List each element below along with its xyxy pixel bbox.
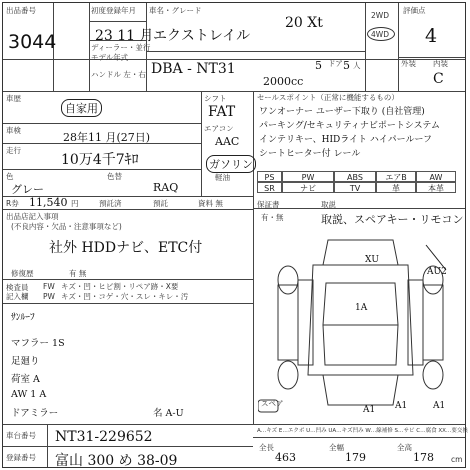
first-reg-value: 23 11 月 [95,28,154,44]
option-cell: 本革 [416,182,456,193]
sales-points-title: セールスポイント（正常に機能するもの） [257,93,399,102]
shaken-label: 車検 [6,126,21,135]
repair-value: 有 無 [69,269,87,278]
dimension-unit: cm [451,455,463,464]
damage-mark: A1 [395,401,408,411]
length-label: 全長 [259,443,274,452]
divider [398,3,399,91]
inspector-note: ドアミラー [11,408,59,419]
divider [3,446,253,447]
divider [47,424,48,467]
displacement: 2000cc [263,75,304,88]
option-cell: ABS [334,171,376,182]
seats: 5 [343,59,350,72]
car-damage-diagram [258,225,463,423]
divider [3,91,465,92]
sales-point-line: パーキング/セキュリティナビポートシステム [259,121,440,131]
recycle-managed: 預託 [153,199,168,208]
divider [3,59,465,60]
exterior-label: 外装 [401,59,416,68]
history-label: 車歴 [6,94,21,103]
height-label: 全高 [397,443,412,452]
door-label: ドア [328,59,343,68]
auction-sheet [2,2,466,468]
damage-mark: A1 [363,405,376,415]
mileage-value: 10万4千7ｷﾛ [61,152,139,168]
option-cell: AW [416,171,456,182]
sales-point-line: シートヒーター付 レール [259,149,361,159]
inspector-label: 検査員 記入欄 [6,283,29,301]
ac-value: AAC [215,135,240,148]
divider [146,51,365,52]
plate-value: 富山 300 め 38-09 [55,453,178,469]
length-value: 463 [275,451,296,464]
rating-value: 4 [425,25,438,47]
divider [201,91,202,196]
option-cell: 革 [376,182,416,193]
divider [3,279,253,280]
interior-value: C [433,71,444,87]
legend: A…キズ E…エクボ U…凹み UA…キズ凹み W…線補修 S…サビ C…腐食 XX…要交換 [257,428,468,434]
recycle-ticket: 資料 無 [198,199,223,208]
divider [3,123,201,124]
divider [253,437,465,438]
divider [89,3,90,91]
height-value: 178 [413,451,434,464]
inspector-note: 名 A-U [153,408,184,419]
divider [253,196,254,424]
notes-title: 出品店記入事項 [6,212,59,221]
doors: 5 [315,59,322,72]
width-label: 全幅 [329,443,344,452]
shift-label: シフト [204,94,227,103]
color-code-label: 色替 [107,172,122,181]
notes-line1: 社外 HDDナビ、ETC付 [49,240,203,256]
divider [365,3,366,91]
inspector-note: 足廻り [11,356,40,367]
model-code-label: モデル年式 [91,53,129,62]
inspector-code: FW [43,282,55,291]
color-value: グレー [11,183,44,196]
damage-mark: XU [365,255,379,265]
manual-label: 取説 [321,200,336,209]
warranty-value: 有・無 [261,213,284,222]
divider [398,57,465,58]
lot-number: 3044 [8,31,57,53]
vin-label: 車台番号 [6,431,36,440]
inspector-code: PW [43,292,55,301]
inspector-note: ｻﾝﾙｰﾌ [11,312,35,323]
inspector-note: 荷室 A [11,374,40,385]
option-cell: エアB [376,171,416,182]
handle-label: ハンドル 左・右 [91,70,146,79]
divider [3,424,465,425]
divider [3,209,253,210]
option-cell: ナビ [282,182,334,193]
mileage-label: 走行 [6,146,21,155]
damage-mark: AU2 [427,267,447,277]
option-cell: TV [334,182,376,193]
inspector-text: キズ・凹・ヒビ割・リペア跡・X要 [61,282,179,291]
inspector-note: マフラー 1S [11,338,65,349]
recycle-label: R券 [6,199,19,208]
inspector-text: キズ・凹・コゲ・穴・スレ・キレ・汚 [61,292,189,301]
sales-point-line: インテリキー、HIDライト ハイパールーフ [259,135,433,145]
width-value: 179 [345,451,366,464]
inspector-note: AW 1 A [11,389,47,400]
dealer-label: ディーラー・並行 [91,43,151,52]
first-reg-label: 初度登録年月 [91,6,136,15]
sales-point-line: ワンオーナー ユーザー下取り (自社管理) [259,107,425,117]
rating-label: 評価点 [403,6,426,15]
manual-extra: 取説、スペアキー・リモコン [321,213,464,226]
option-cell: SR [257,182,282,193]
option-cell: PS [257,171,282,182]
ac-label: エアコン [204,124,234,133]
damage-mark: 1A [355,303,368,313]
recycle-deposit: 預託済 [99,199,122,208]
drive-4wd: 4WD [371,30,389,39]
damage-mark: A1 [433,401,446,411]
repair-label: 修復歴 [11,269,34,278]
color-label: 色 [6,172,14,181]
plate-label: 登録番号 [6,453,36,462]
recycle-unit: 円 [71,199,79,208]
spare-label: スペア [261,399,284,408]
shaken-value: 28年11 月(27日) [63,131,151,144]
warranty-label: 保証書 [257,200,280,209]
recycle-value: 11,540 [29,196,68,209]
seat-label: 人 [353,61,361,70]
grade: 20 Xt [285,15,323,31]
notes-subtitle: (不良内容・欠品・注意事項など) [11,222,122,231]
vin-value: NT31-229652 [55,429,153,445]
divider [253,91,254,196]
lot-label: 出品番号 [6,6,36,15]
model-label: 車名・グレード [149,6,202,15]
shift-value: FAT [208,104,236,120]
divider [89,21,146,22]
fuel-gas: ガソリン [206,155,256,173]
model-name: エクストレイル [153,28,251,44]
option-cell: PW [282,171,334,182]
interior-label: 内装 [433,59,448,68]
divider [3,169,201,170]
model-code: DBA - NT31 [151,61,236,77]
drive-2wd: 2WD [371,11,389,20]
divider [253,208,465,209]
history-value: 自家用 [61,99,102,117]
fuel-diesel: 軽油 [215,173,230,182]
divider [3,303,253,304]
color-code-value: RAQ [153,181,179,194]
